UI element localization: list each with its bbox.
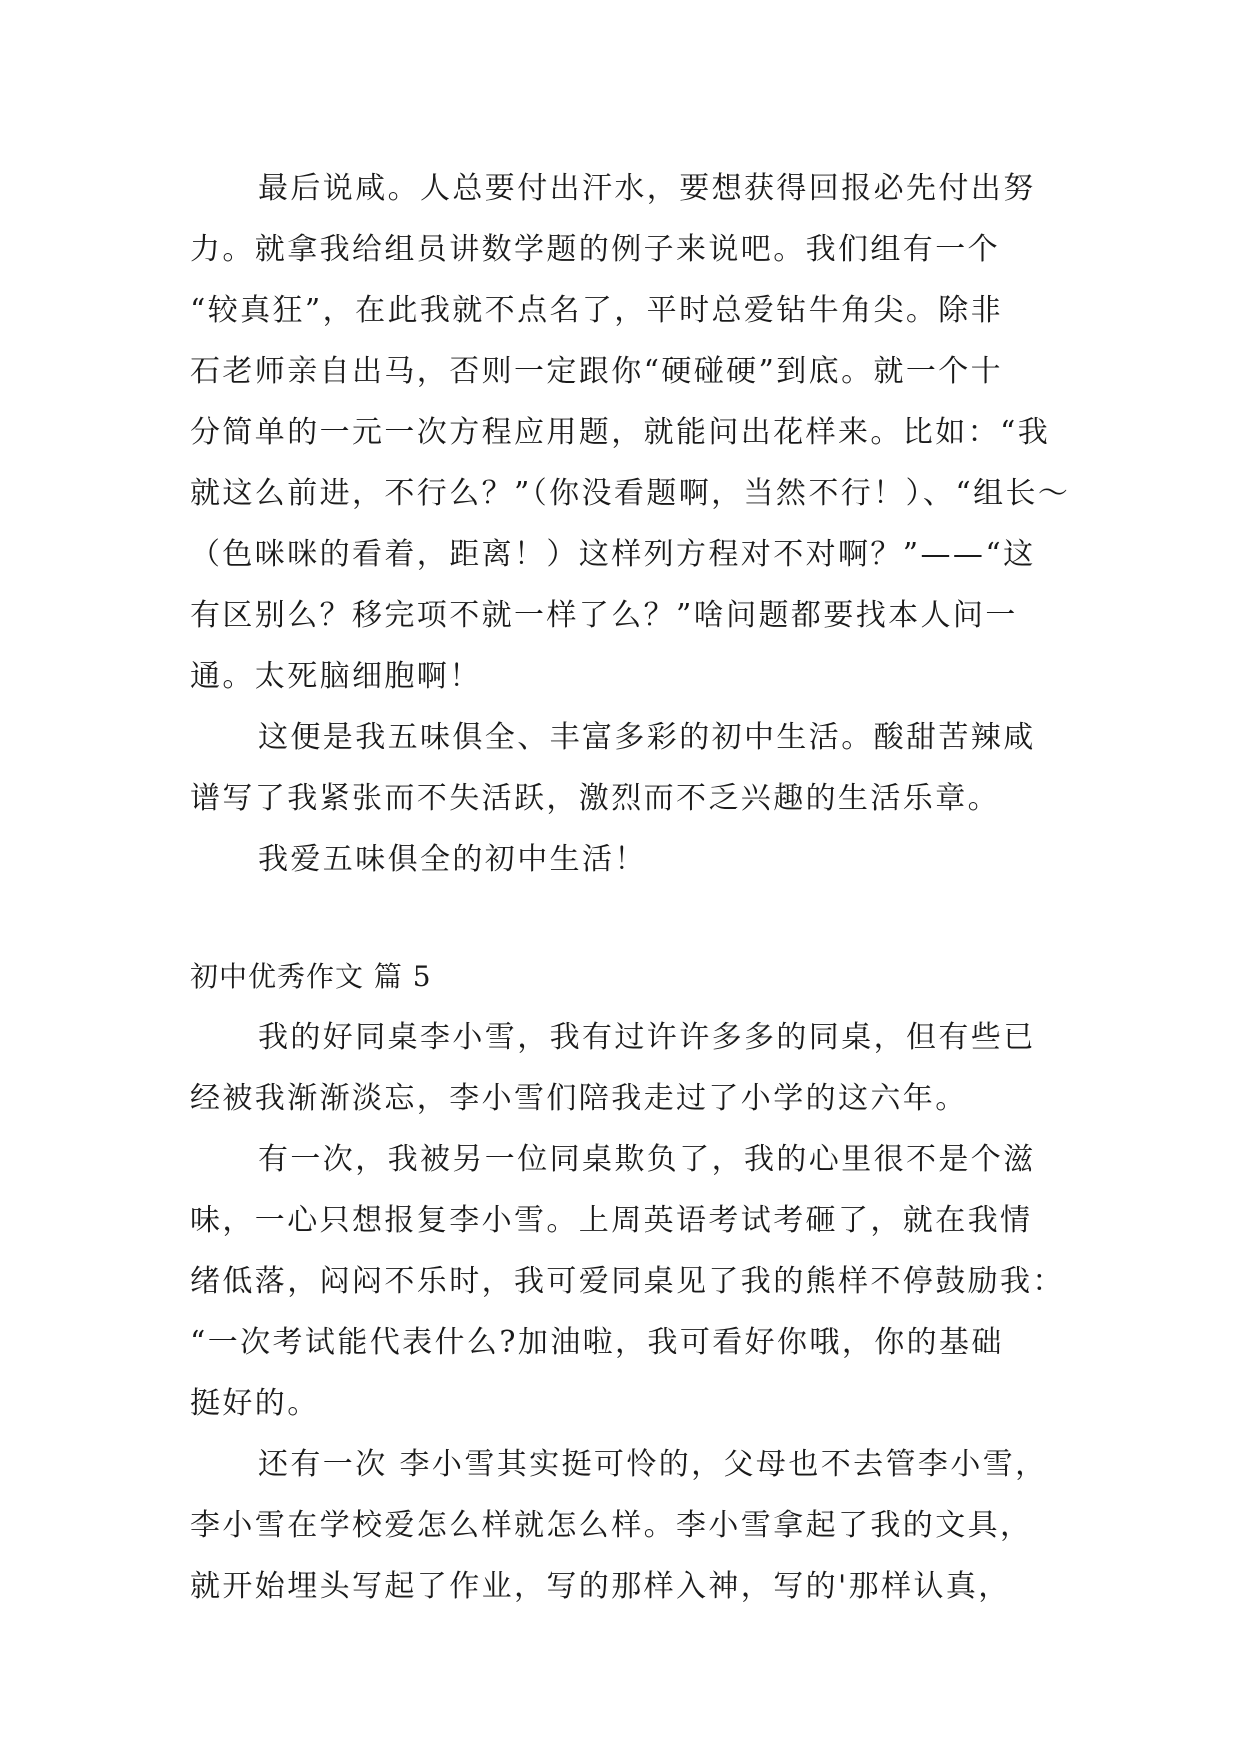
paragraph-line: 通。太死脑细胞啊！ — [190, 659, 482, 694]
section-gap — [190, 890, 1050, 946]
paragraph-line: 就开始埋头写起了作业，写的那样入神，写的'那样认真， — [190, 1569, 1011, 1604]
paragraph-line: （色咪咪的看着，距离！）这样列方程对不对啊？”——“这 — [190, 537, 1036, 572]
paragraph-line: 谱写了我紧张而不失活跃，激烈而不乏兴趣的生活乐章。 — [190, 781, 1000, 816]
essay-body — [190, 158, 1071, 1617]
paragraph-line: 绪低落，闷闷不乐时，我可爱同桌见了我的熊样不停鼓励我： — [190, 1264, 1065, 1299]
paragraph-line: 有一次，我被另一位同桌欺负了，我的心里很不是个滋 — [258, 1142, 1036, 1177]
paragraph-line: 分简单的一元一次方程应用题，就能问出花样来。比如：“我 — [190, 415, 1051, 450]
paragraph-line: 挺好的。 — [190, 1386, 320, 1421]
paragraph-line: 这便是我五味俱全、丰富多彩的初中生活。酸甜苦辣咸 — [258, 720, 1036, 755]
paragraph-line: 我的好同桌李小雪，我有过许许多多的同桌，但有些已 — [258, 1020, 1036, 1055]
paragraph-line: 有区别么？移完项不就一样了么？”啥问题都要找本人问一 — [190, 598, 1018, 633]
paragraph-line: 就这么前进，不行么？”（你没看题啊，当然不行！）、“组长～ — [190, 476, 1071, 511]
paragraph-line: 力。就拿我给组员讲数学题的例子来说吧。我们组有一个 — [190, 232, 1000, 267]
paragraph-line: 还有一次 李小雪其实挺可怜的，父母也不去管李小雪， — [258, 1447, 1048, 1482]
paragraph-line: “较真狂”，在此我就不点名了，平时总爱钻牛角尖。除非 — [190, 293, 1004, 328]
paragraph-line: “一次考试能代表什么?加油啦，我可看好你哦，你的基础 — [190, 1325, 1004, 1360]
paragraph-line: 经被我渐渐淡忘，李小雪们陪我走过了小学的这六年。 — [190, 1081, 968, 1116]
essay-heading: 初中优秀作文 篇 5 — [190, 960, 432, 993]
paragraph-line: 李小雪在学校爱怎么样就怎么样。李小雪拿起了我的文具， — [190, 1508, 1033, 1543]
paragraph-line: 最后说咸。人总要付出汗水，要想获得回报必先付出努 — [258, 171, 1036, 206]
paragraph-line: 味，一心只想报复李小雪。上周英语考试考砸了，就在我情 — [190, 1203, 1033, 1238]
paragraph-line: 我爱五味俱全的初中生活！ — [258, 842, 647, 877]
paragraph-line: 石老师亲自出马，否则一定跟你“硬碰硬”到底。就一个十 — [190, 354, 1004, 389]
